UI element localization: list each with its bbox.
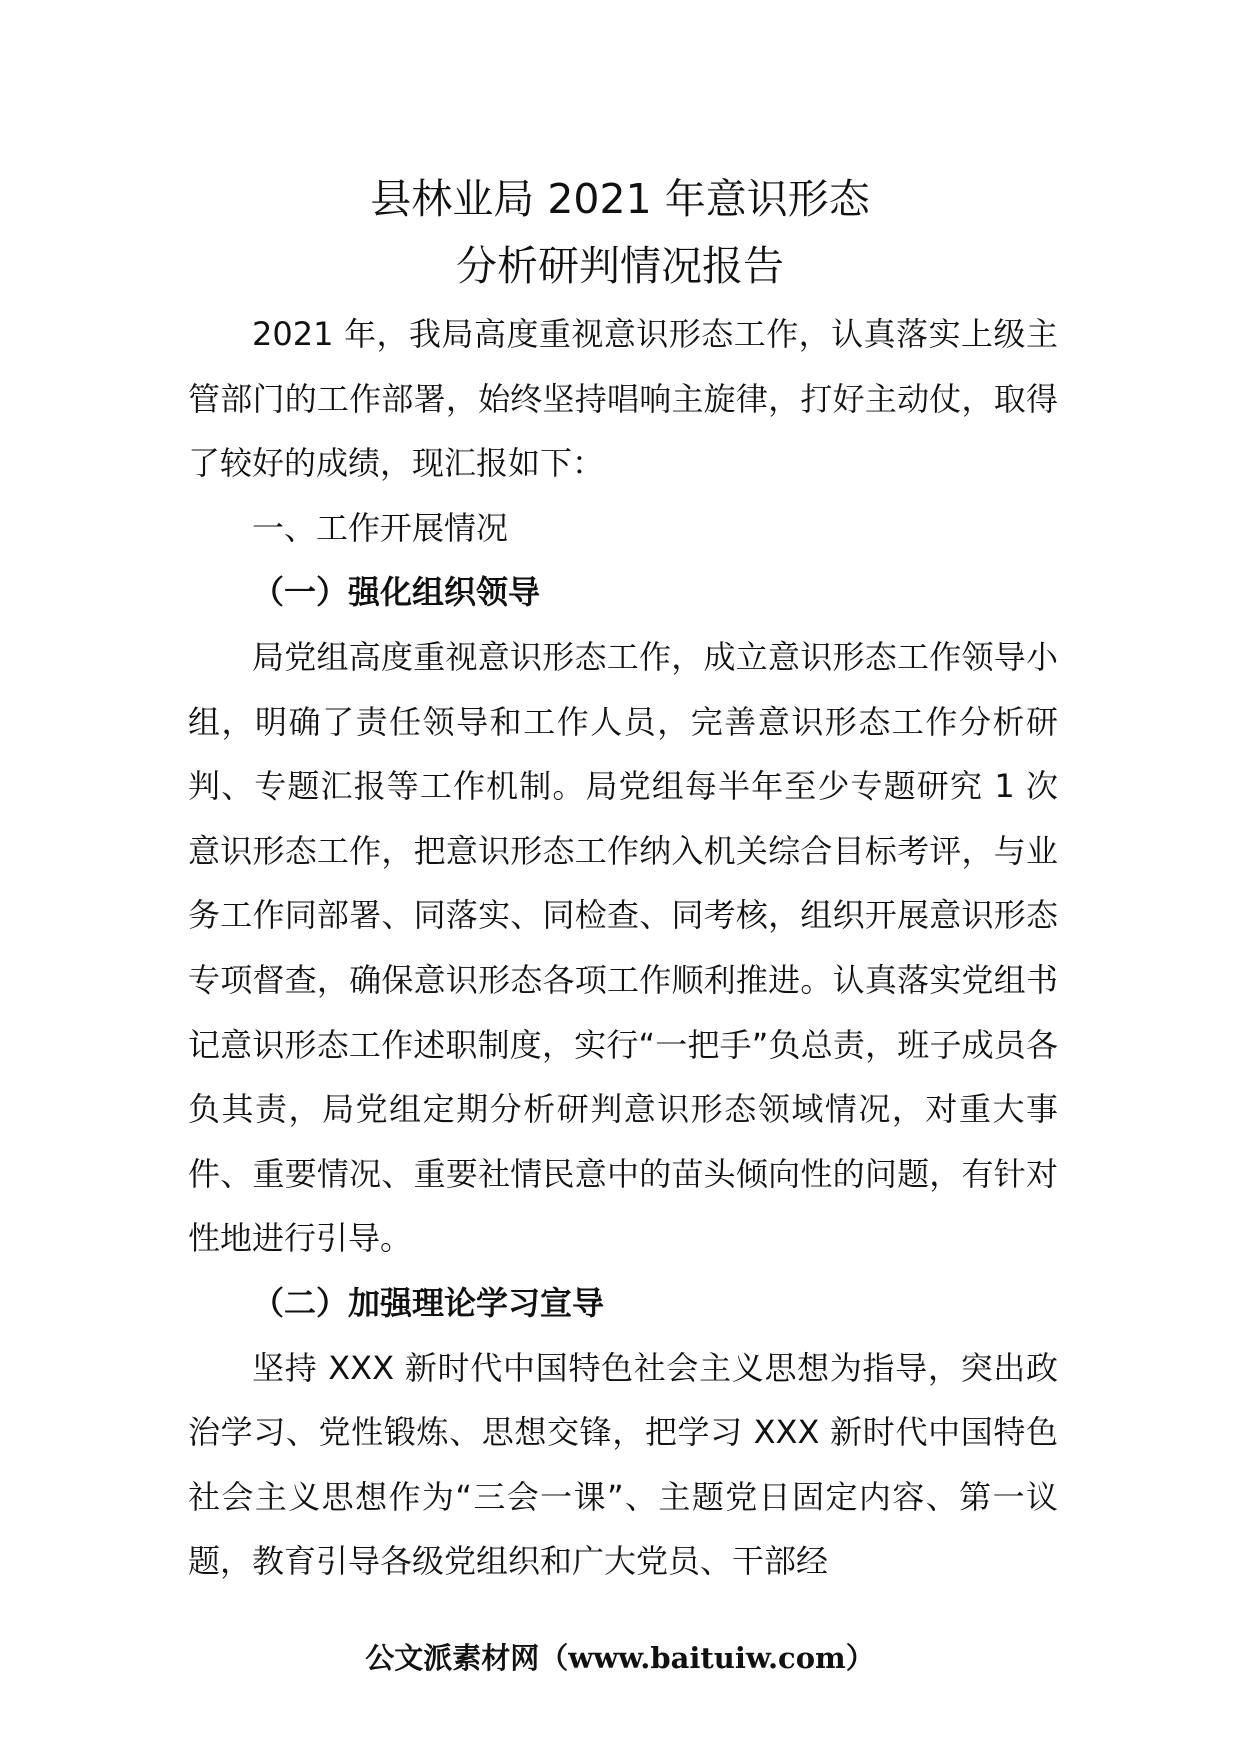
subsection-body-1: 局党组高度重视意识形态工作，成立意识形态工作领导小组，明确了责任领导和工作人员，完善意识形态工作分析研判、专题汇报等工作机制。局党组每半年至少专题研究 1 次意识形态工作，把意识形态工作纳入机关综合目标考评，与业务工作同部署、同落实、同检查、同考核，组织开展意识形态专项督查，确保意识形态各项工作顺利推进。认真落实党组书记意识形态工作述职制度，实行“一把手”负总责，班子成员各负其责，局党组定期分析研判意识形态领域情况，对重大事件、重要情况、重要社情民意中的苗头倾向性的问题，有针对性地进行引导。 xyxy=(188,637,1058,1258)
intro-paragraph: 2021 年，我局高度重视意识形态工作，认真落实上级主管部门的工作部署，始终坚持唱响主旋律，打好主动仗，取得了较好的成绩，现汇报如下： xyxy=(188,315,1058,483)
subsection-heading-1: （一）强化组织领导 xyxy=(252,573,541,612)
document-title-line1: 县林业局 2021 年意识形态 xyxy=(370,175,870,223)
document-body xyxy=(188,302,1058,1594)
section-heading-1: 一、工作开展情况 xyxy=(252,508,509,547)
subsection-heading-2: （二）加强理论学习宣导 xyxy=(252,1283,605,1322)
footer-watermark: 公文派素材网（www.baituiw.com） xyxy=(365,1641,875,1675)
subsection-body-2: 坚持 XXX 新时代中国特色社会主义思想为指导，突出政治学习、党性锻炼、思想交锋，把学习 XXX 新时代中国特色社会主义思想作为“三会一课”、主题党日固定内容、第一议题，教育引导各级党组织和广大党员、干部经 xyxy=(188,1348,1058,1581)
document-title-line2: 分析研判情况报告 xyxy=(456,242,784,290)
